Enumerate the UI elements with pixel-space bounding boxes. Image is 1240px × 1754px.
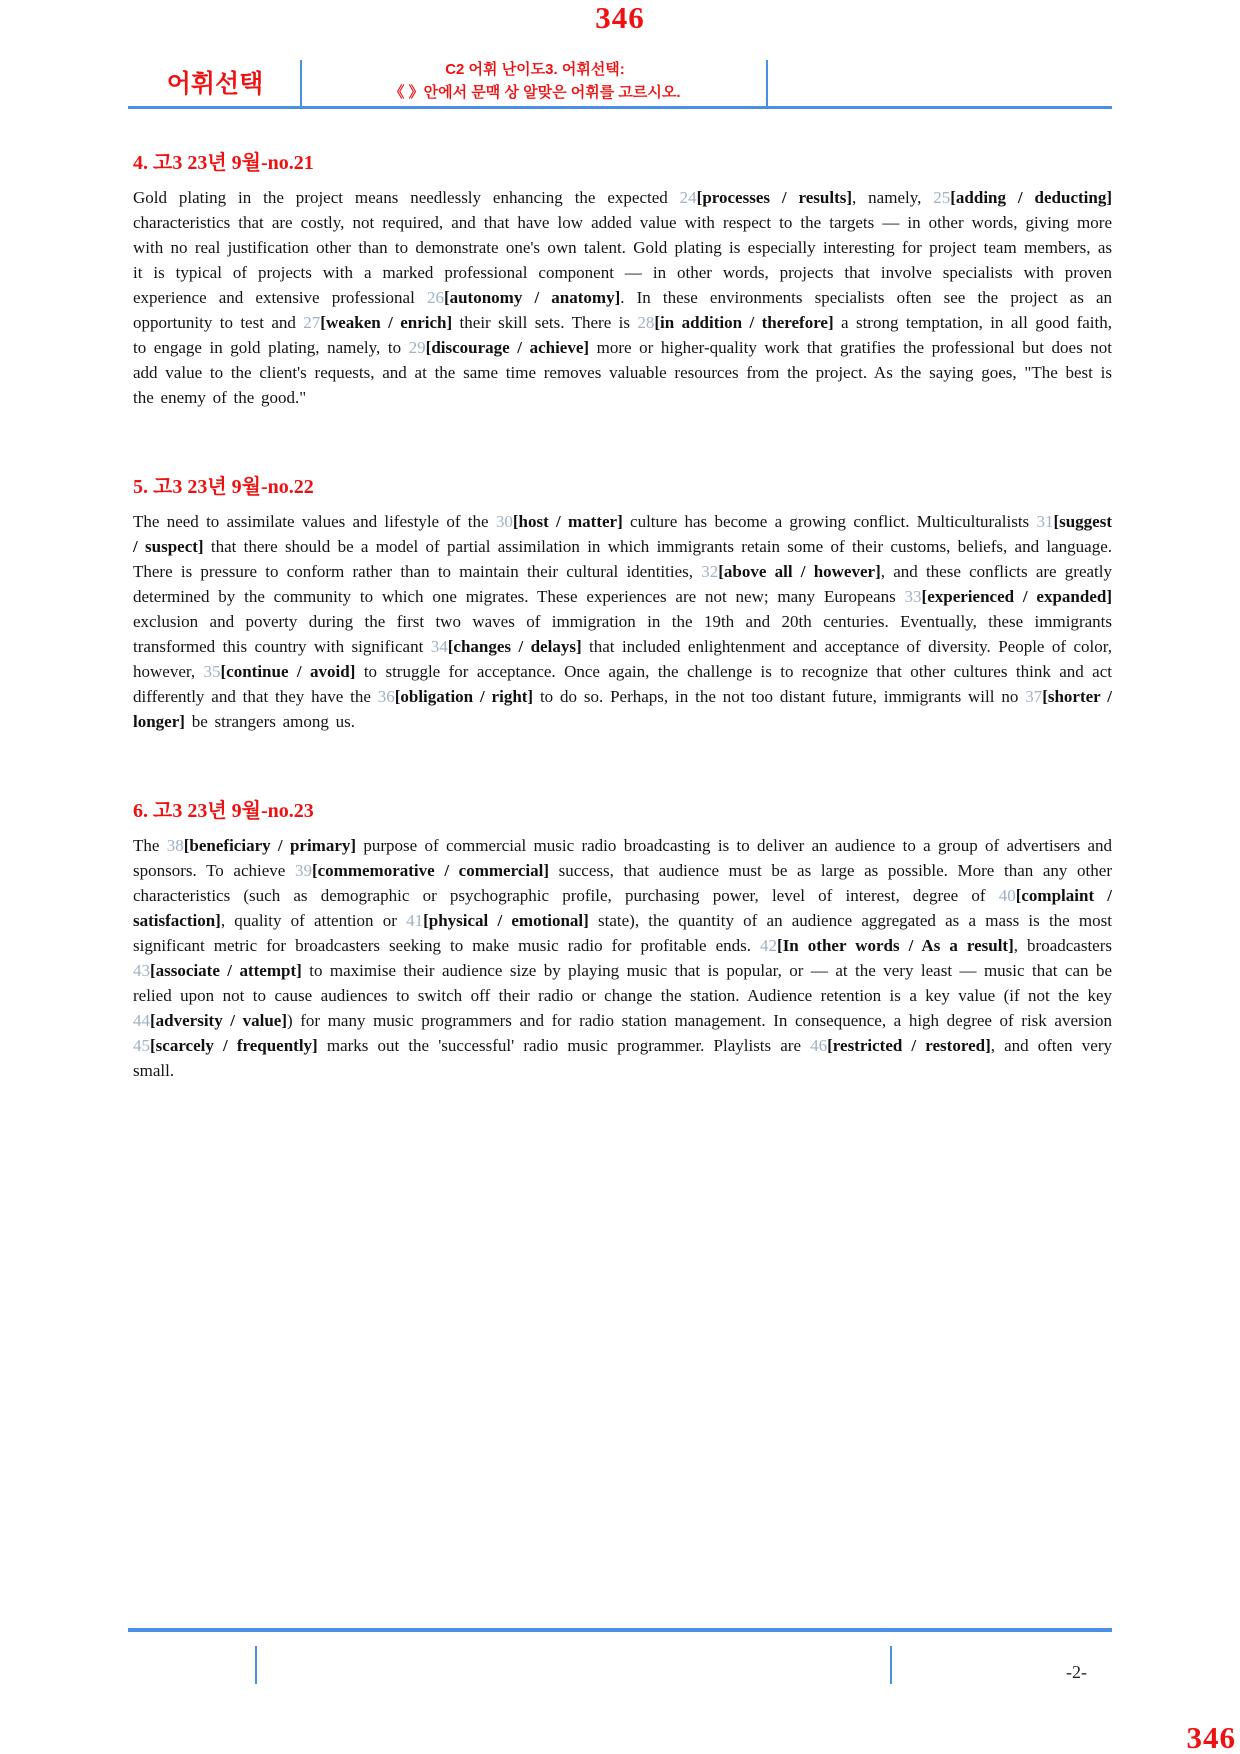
body-text: to struggle for acceptance. Once again, the challenge is to recognize that other cultures think and act differently and that they have the <box>133 662 1112 706</box>
body-text: to do so. Perhaps, in the not too distant future, immigrants will no <box>533 687 1026 706</box>
choice-options: [autonomy / anatomy] <box>443 288 621 307</box>
body-text: , broadcasters <box>1013 936 1112 955</box>
body-text: that there should be a model of partial assimilation in which immigrants retain some of their customs, beliefs, and language. There is pressure to conform rather than to maintain their cultural identities, <box>133 537 1112 581</box>
question-section <box>133 794 1112 1083</box>
bottom-page-number: 346 <box>1186 1720 1236 1754</box>
choice-number: 27 <box>303 313 321 332</box>
choice-number: 29 <box>408 338 426 357</box>
choice-number: 38 <box>166 836 184 855</box>
choice-options: [above all / however] <box>718 562 881 581</box>
footer-divider-line <box>255 1646 257 1684</box>
choice-number: 41 <box>406 911 424 930</box>
choice-options: [beneficiary / primary] <box>183 836 357 855</box>
body-text: The need to assimilate values and lifestyle of the <box>133 512 496 531</box>
section-paragraph <box>133 833 1112 1083</box>
choice-options: [processes / results] <box>696 188 853 207</box>
choice-number: 43 <box>133 961 150 980</box>
choice-number: 25 <box>933 188 951 207</box>
choice-number: 42 <box>760 936 778 955</box>
section-heading: 4. 고3 23년 9월-no.21 <box>133 152 314 174</box>
choice-options: [experienced / expanded] <box>921 587 1112 606</box>
choice-options: [discourage / achieve] <box>425 338 590 357</box>
body-text: . In these environments specialists often see the project as an opportunity to test and <box>133 288 1112 332</box>
header-divider-line <box>766 60 768 108</box>
choice-number: 28 <box>637 313 655 332</box>
choice-options: [restricted / restored] <box>827 1036 991 1055</box>
choice-number: 26 <box>426 288 444 307</box>
body-text: Gold plating in the project means needlessly enhancing the expected <box>133 188 680 207</box>
section-paragraph <box>133 509 1112 734</box>
header-divider-line <box>300 60 302 108</box>
choice-options: [adding / deducting] <box>950 188 1112 207</box>
top-page-number: 346 <box>595 0 645 35</box>
choice-options: [changes / delays] <box>447 637 582 656</box>
choice-options: [suggest / suspect] <box>133 512 1112 556</box>
choice-options: [continue / avoid] <box>220 662 356 681</box>
section-heading: 5. 고3 23년 9월-no.22 <box>133 476 314 498</box>
header-title-line1: C2 어휘 난이도3. 어휘선택: <box>445 61 625 78</box>
choice-options: [commemorative / commercial] <box>311 861 549 880</box>
body-text: purpose of commercial music radio broadcasting is to deliver an audience to a group of advertisers and sponsors. To achieve <box>133 836 1112 880</box>
section-heading: 6. 고3 23년 9월-no.23 <box>133 800 314 822</box>
body-text: a strong temptation, in all good faith, to engage in gold plating, namely, to <box>133 313 1112 357</box>
header-category-label: 어휘선택 <box>166 70 264 98</box>
body-text: , and these conflicts are greatly determined by the community to which one migrates. These experiences are not new; many Europeans <box>133 562 1113 606</box>
choice-number: 39 <box>294 861 312 880</box>
body-text: be strangers among us. <box>184 712 355 731</box>
choice-number: 46 <box>810 1036 828 1055</box>
choice-options: [obligation / right] <box>394 687 534 706</box>
choice-options: [in addition / therefore] <box>654 313 834 332</box>
choice-number: 45 <box>133 1036 150 1055</box>
choice-options: [scarcely / frequently] <box>150 1036 318 1055</box>
footer-rule <box>128 1628 1112 1632</box>
choice-options: [host / matter] <box>512 512 623 531</box>
section-paragraph <box>133 185 1112 410</box>
choice-options: [associate / attempt] <box>150 961 302 980</box>
footer-page-label: -2- <box>1066 1662 1087 1682</box>
question-section <box>133 146 1112 410</box>
header-title <box>315 58 755 104</box>
header-rule <box>128 106 1112 109</box>
choice-number: 44 <box>133 1011 150 1030</box>
body-text: state), the quantity of an audience aggregated as a mass is the most significant metric for broadcasters seeking to make music radio for profitable ends. <box>133 911 1112 955</box>
choice-number: 32 <box>701 562 719 581</box>
question-section <box>133 470 1112 734</box>
body-text: their skill sets. There is <box>452 313 638 332</box>
body-text: exclusion and poverty during the first two waves of immigration in the 19th and 20th centuries. Eventually, these immigrants transformed this country with significant <box>133 612 1112 656</box>
body-text: ) for many music programmers and for radio station management. In consequence, a high degree of risk aversion <box>287 1011 1112 1030</box>
footer-divider-line <box>890 1646 892 1684</box>
body-text: more or higher-quality work that gratifies the professional but does not add value to the client's requests, and at the same time removes valuable resources from the project. As the saying goes, "The best is the enemy of the good." <box>133 338 1112 407</box>
choice-number: 24 <box>679 188 697 207</box>
choice-options: [complaint / satisfaction] <box>133 886 1112 930</box>
choice-number: 40 <box>998 886 1016 905</box>
body-text: culture has become a growing conflict. Multiculturalists <box>622 512 1037 531</box>
choice-options: [weaken / enrich] <box>320 313 453 332</box>
choice-number: 35 <box>203 662 221 681</box>
body-text: characteristics that are costly, not required, and that have low added value with respect to the targets — in other words, giving more with no real justification other than to demonstrate one's own talent. Gold plating is especially interesting for project team members, as it is typical of projects with a marked professional component — in other words, projects that involve specialists with proven experience and extensive professional <box>133 213 1112 307</box>
choice-options: [shorter / longer] <box>133 687 1112 731</box>
body-text: to maximise their audience size by playing music that is popular, or — at the very least — music that can be relied upon not to cause audiences to switch off their radio or change the station. Audience retention is a key value (if not the key <box>133 961 1112 1005</box>
header-title-line2: 《 》안에서 문맥 상 알맞은 어휘를 고르시오. <box>389 84 681 101</box>
content-area <box>133 146 1112 1083</box>
choice-number: 33 <box>904 587 922 606</box>
body-text: marks out the 'successful' radio music programmer. Playlists are <box>317 1036 811 1055</box>
choice-number: 36 <box>377 687 395 706</box>
choice-options: [adversity / value] <box>150 1011 288 1030</box>
choice-options: [physical / emotional] <box>423 911 589 930</box>
body-text: The <box>133 836 167 855</box>
choice-number: 30 <box>495 512 513 531</box>
choice-number: 37 <box>1025 687 1043 706</box>
choice-number: 31 <box>1036 512 1054 531</box>
body-text: success, that audience must be as large as possible. More than any other characteristics (such as demographic or psychographic profile, purchasing power, level of interest, degree of <box>133 861 1112 905</box>
choice-number: 34 <box>430 637 448 656</box>
body-text: , and often very small. <box>133 1036 1112 1080</box>
body-text: , namely, <box>852 188 934 207</box>
choice-options: [In other words / As a result] <box>777 936 1014 955</box>
body-text: that included enlightenment and acceptance of diversity. People of color, however, <box>133 637 1112 681</box>
body-text: , quality of attention or <box>220 911 407 930</box>
